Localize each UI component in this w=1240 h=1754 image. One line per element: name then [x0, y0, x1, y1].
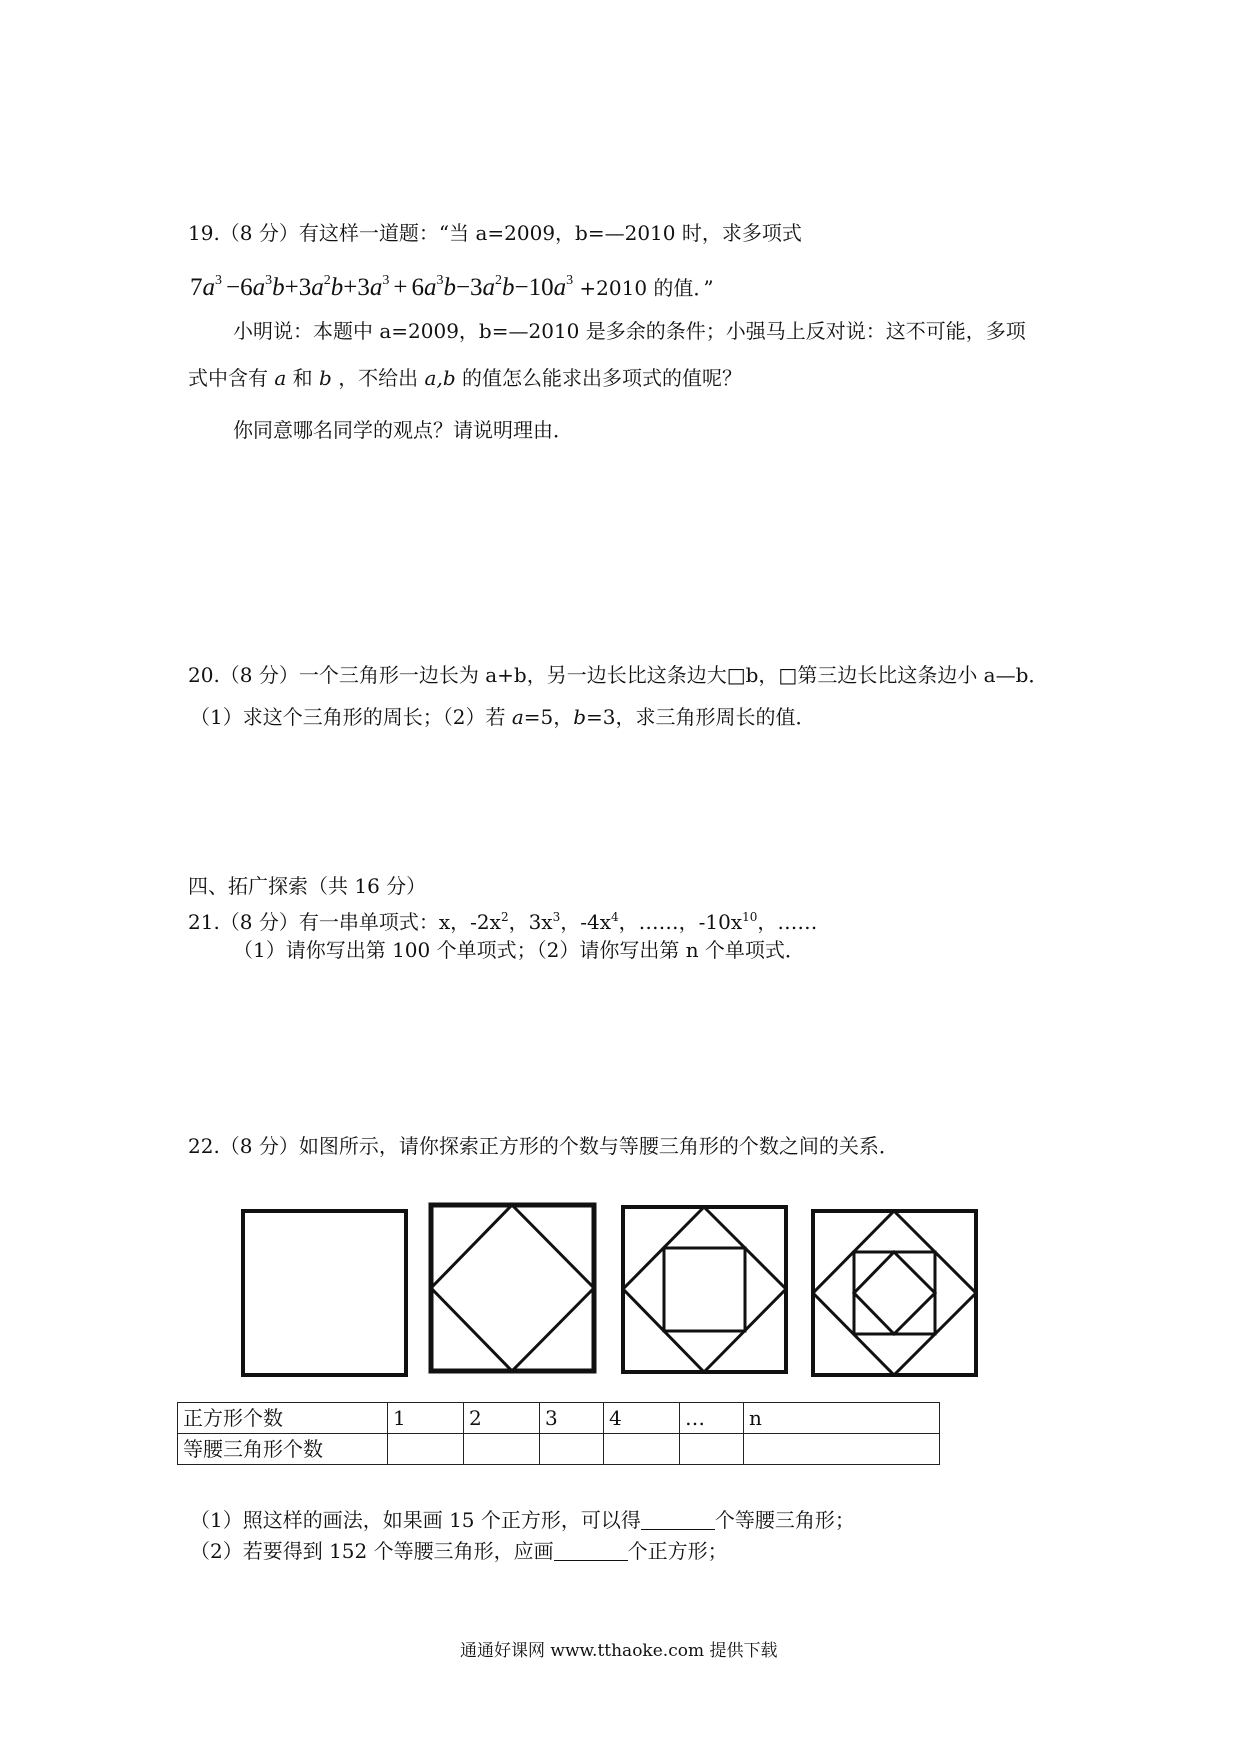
- table-cell: 2: [464, 1403, 540, 1434]
- q19-para1: 小明说：本题中 a=2009，b=—2010 是多余的条件；小强马上反对说：这不可能，多项: [233, 319, 1026, 343]
- q19-line3: 式中含有 a 和 b ，不给出 a,b 的值怎么能求出多项式的值呢？: [188, 366, 742, 390]
- table-cell: n: [744, 1403, 940, 1434]
- table-cell-triangle-count-label: 等腰三角形个数: [178, 1434, 388, 1465]
- q20-line2: （1）求这个三角形的周长；（2）若 a=5，b=3，求三角形周长的值．: [190, 705, 816, 729]
- q22-sub1: （1）照这样的画法，如果画 15 个正方形，可以得 个等腰三角形；: [190, 1508, 855, 1532]
- figure-3-outer-square: [623, 1207, 786, 1372]
- q19-para2: 你同意哪名同学的观点？请说明理由．: [233, 418, 573, 442]
- table-cell: 3: [540, 1403, 604, 1434]
- q19-polynomial: $7a^3 -6a^3b+3a^2b+3a^3 + 6a^3b-3a^2b-10a^3 +2010$ 的值．”: [190, 273, 714, 301]
- q22-sub2: （2）若要得到 152 个等腰三角形，应画 个正方形；: [190, 1539, 728, 1563]
- table-cell-answer[interactable]: [388, 1434, 464, 1465]
- figure-4-middle-square: [854, 1252, 935, 1334]
- figure-2-outer-square: [431, 1205, 594, 1371]
- q19-polynomial-tail: +2010 的值．”: [579, 276, 714, 300]
- table-cell-square-count-label: 正方形个数: [178, 1403, 388, 1434]
- table-cell: …: [680, 1403, 744, 1434]
- figure-2-inner-square: [431, 1205, 594, 1371]
- section4-title: 四、拓广探索（共 16 分）: [188, 874, 427, 898]
- q21-line2: （1）请你写出第 100 个单项式；（2）请你写出第 n 个单项式．: [233, 938, 805, 962]
- table-cell-answer[interactable]: [540, 1434, 604, 1465]
- q22-table: [177, 1402, 940, 1465]
- q20-line1: 20.（8 分）一个三角形一边长为 a+b，另一边长比这条边大□b，□第三边长比这条边小 a—b．: [188, 663, 1049, 687]
- table-cell-answer[interactable]: [680, 1434, 744, 1465]
- figure-4-diamond: [813, 1211, 976, 1375]
- figure-1-outer-square: [243, 1211, 406, 1375]
- q21-line1: 21.（8 分）有一串单项式：x，$-2x^2$，$3x^3$，$-4x^4$，……，$-10x^{10}$，……: [188, 910, 818, 934]
- figure-3-inner-square: [664, 1248, 745, 1331]
- answer-blank-1[interactable]: [641, 1509, 715, 1530]
- q22-line1: 22.（8 分）如图所示，请你探索正方形的个数与等腰三角形的个数之间的关系．: [188, 1134, 899, 1158]
- table-cell: 4: [604, 1403, 680, 1434]
- page-footer: 通通好课网 www.tthaoke.com 提供下载: [460, 1641, 778, 1661]
- table-cell-answer[interactable]: [744, 1434, 940, 1465]
- answer-blank-2[interactable]: [554, 1540, 628, 1561]
- figure-4-inner-diamond: [854, 1252, 935, 1334]
- table-row: [178, 1403, 940, 1434]
- table-row: [178, 1434, 940, 1465]
- table-cell: 1: [388, 1403, 464, 1434]
- q19-line1: 19.（8 分）有这样一道题：“当 a=2009，b=—2010 时，求多项式: [188, 221, 802, 245]
- figure-3-diamond: [623, 1207, 786, 1372]
- table-cell-answer[interactable]: [604, 1434, 680, 1465]
- figure-4-outer-square: [813, 1211, 976, 1375]
- table-cell-answer[interactable]: [464, 1434, 540, 1465]
